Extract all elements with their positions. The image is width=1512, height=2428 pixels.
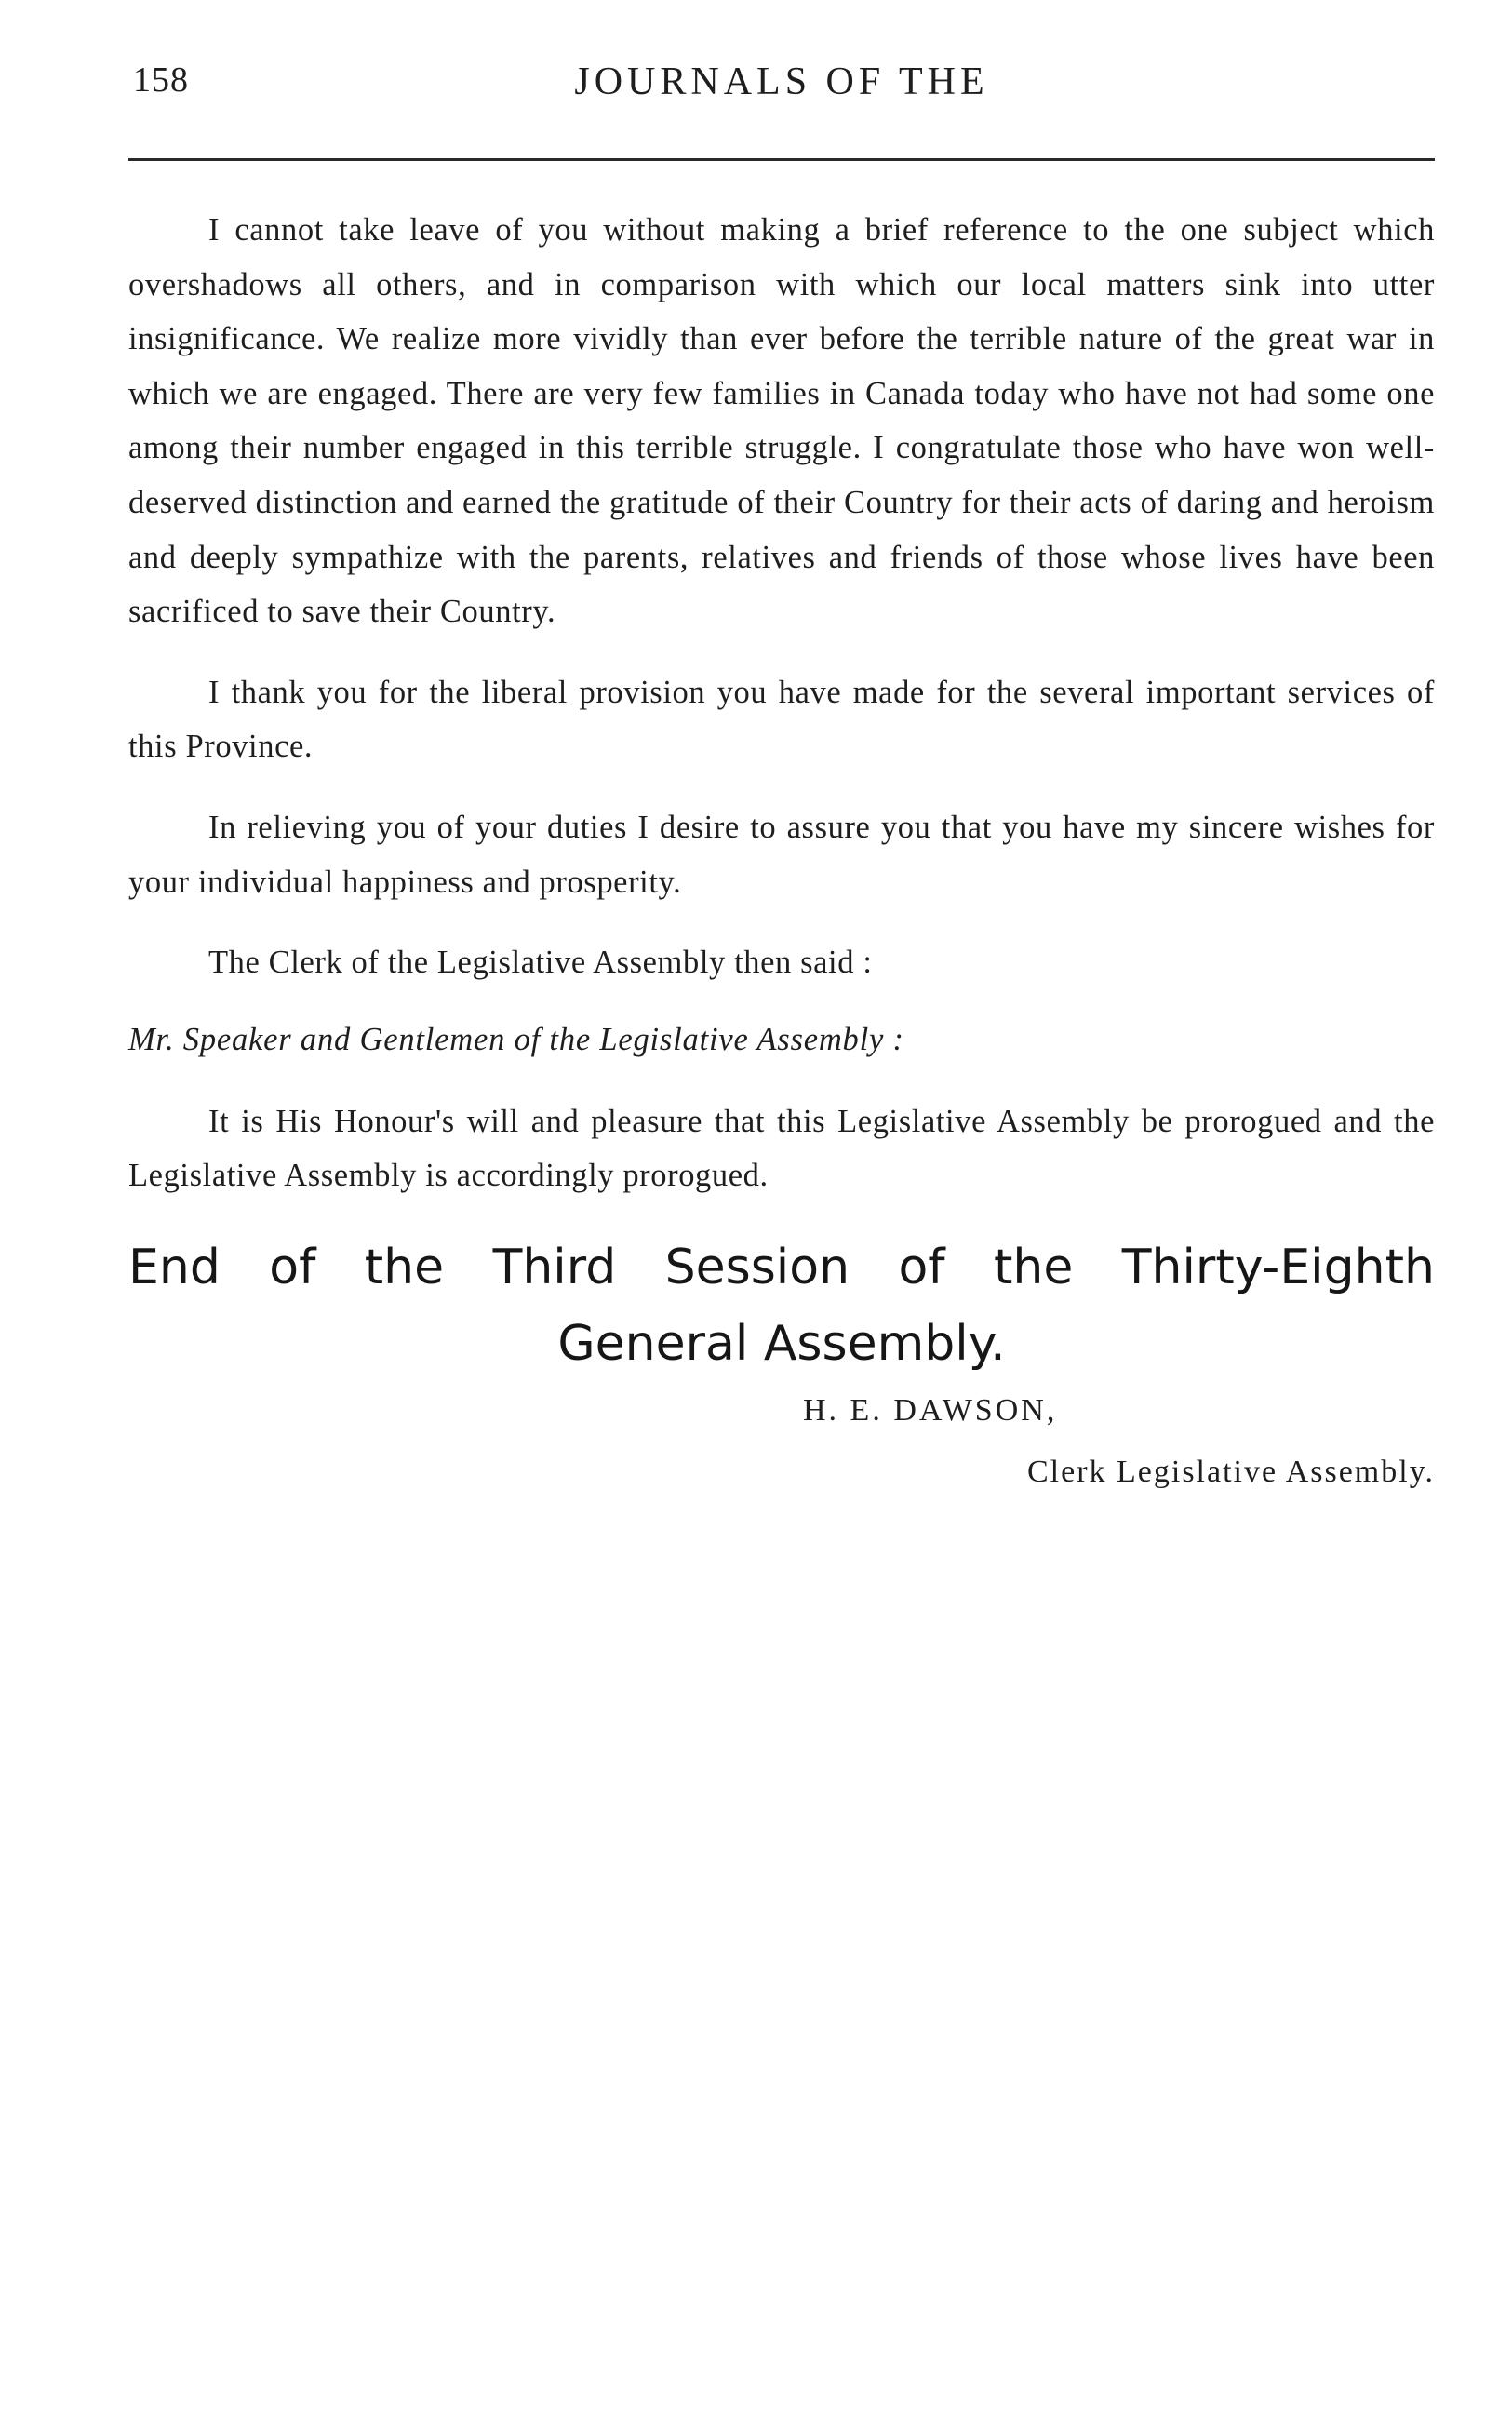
heading-word: Session	[664, 1239, 850, 1295]
heading-word: End	[128, 1239, 221, 1295]
page-header	[128, 54, 1435, 110]
paragraph-clerk-said: The Clerk of the Legislative Assembly then said :	[208, 945, 873, 981]
heading-word: of	[898, 1239, 945, 1295]
running-head: JOURNALS OF THE	[574, 60, 989, 103]
signature-title: Clerk Legislative Assembly.	[1026, 1454, 1435, 1489]
closing-heading	[128, 1229, 1435, 1382]
paragraph-war-reference: I cannot take leave of you without making a brief reference to the one subject which overshadows all others, and in comparison with which our local matters sink into utter insignificance. We realize more vividly than ever before the terrible nature of the great war in which we are engaged. There are very few families in Canada today who have not had some one among their number engaged in this terrible struggle. I congratulate those who have won well-deserved distinction and earned the gratitude of their Country for their acts of daring and heroism and deeply sympathize with the parents, relatives and friends of those whose lives have been sacrificed to save their Country.	[128, 212, 1435, 630]
heading-word: the	[364, 1239, 445, 1295]
heading-word: the	[994, 1239, 1074, 1295]
closing-heading-line-1	[128, 1229, 1435, 1306]
body-text	[128, 203, 1435, 1499]
header-rule	[128, 158, 1435, 161]
paragraph-thanks: I thank you for the liberal provision you have made for the several important services of this Province.	[128, 674, 1435, 765]
address-line: Mr. Speaker and Gentlemen of the Legislative Assembly :	[128, 1021, 904, 1057]
paragraph-relieving-duties: In relieving you of your duties I desire to assure you that you have my sincere wishes for your individual happiness and prosperity.	[128, 809, 1435, 900]
signature-name: H. E. DAWSON,	[803, 1392, 1058, 1428]
heading-word: Thirty-Eighth	[1121, 1239, 1435, 1295]
heading-word: Third	[492, 1239, 617, 1295]
heading-word: of	[269, 1239, 316, 1295]
closing-heading-line-2: General Assembly.	[557, 1315, 1006, 1372]
paragraph-prorogation: It is His Honour's will and pleasure that this Legislative Assembly be prorogued and the Legislative Assembly is accordingly prorogued.	[128, 1103, 1435, 1194]
page-number: 158	[133, 60, 189, 100]
